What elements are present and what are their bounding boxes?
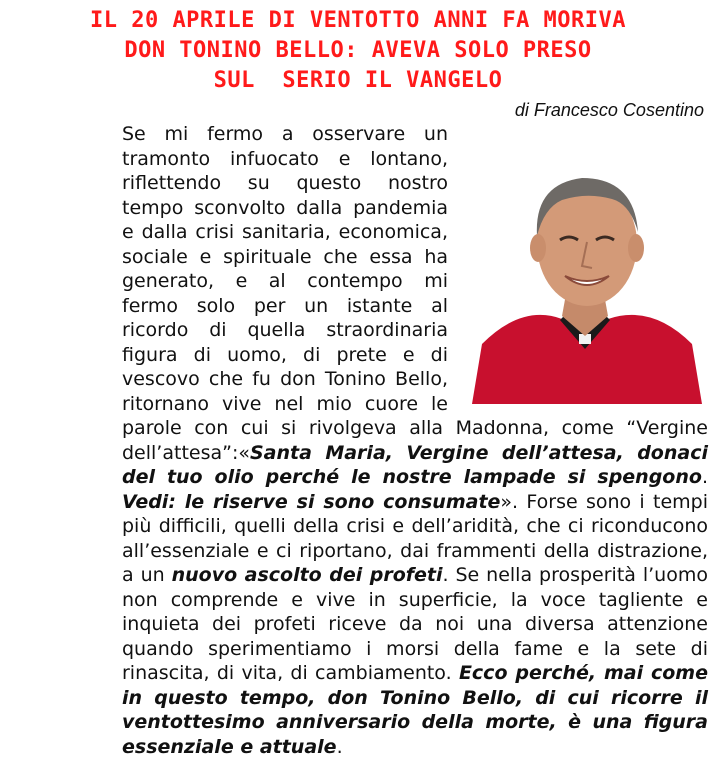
body-text: . — [701, 466, 708, 488]
author-byline: di Francesco Cosentino — [514, 100, 704, 120]
headline-line-3: SUL SERIO IL VANGELO — [213, 68, 503, 93]
headline-line-2: DON TONINO BELLO: AVEVA SOLO PRESO — [124, 38, 592, 63]
headline-line-1: IL 20 APRILE DI VENTOTTO ANNI FA MORIVA — [89, 8, 627, 33]
emphasis-quote-1: Santa Maria, Vergine dell’attesa, donaci del tuo olio perché le nostre lampade si spengono — [122, 441, 708, 488]
portrait-photo — [462, 144, 708, 404]
body-text: ». Forse sono i tempi più difficili, quelli della crisi e dell’aridità, che ci riconducono all’essenziale e ci riportano, dai frammenti della distrazione, a un — [122, 490, 708, 586]
body-text: . Se nella prosperità l’uomo non comprende e vive in superficie, la voce tagliente e inquieta dei profeti riceve da noi una diversa attenzione quando sperimentiamo i morsi della fame e la sete di rinascita, di vita, di cambiamento. — [122, 564, 708, 684]
article-text-flow — [122, 122, 708, 759]
emphasis-quote-2: Vedi: le riserve si sono consumate — [122, 490, 501, 513]
emphasis-prophets: nuovo ascolto dei profeti — [171, 564, 443, 586]
priest-portrait-image — [462, 144, 708, 404]
headline — [0, 6, 716, 96]
body-text: Se mi fermo a osservare un tramonto infuocato e lontano, riflettendo su questo nostro tempo sconvolto dalla pandemia e dalla crisi sanitaria, economica, sociale e spirituale che essa ha generato, e al contempo mi fermo solo per un istante al ricordo di quella straordinaria figura di uomo, di prete e di vescovo che fu don Tonino Bello, ritornano vive nel mio cuore le parole con cui si rivolgeva alla Madonna, come “Vergine dell’attesa”:« — [122, 123, 708, 464]
body-text: . — [336, 735, 343, 758]
emphasis-closing: Ecco perché, mai come in questo tempo, don Tonino Bello, di cui ricorre il ventottesimo anniversario della morte, è una figura essenziale e attuale — [122, 662, 708, 758]
